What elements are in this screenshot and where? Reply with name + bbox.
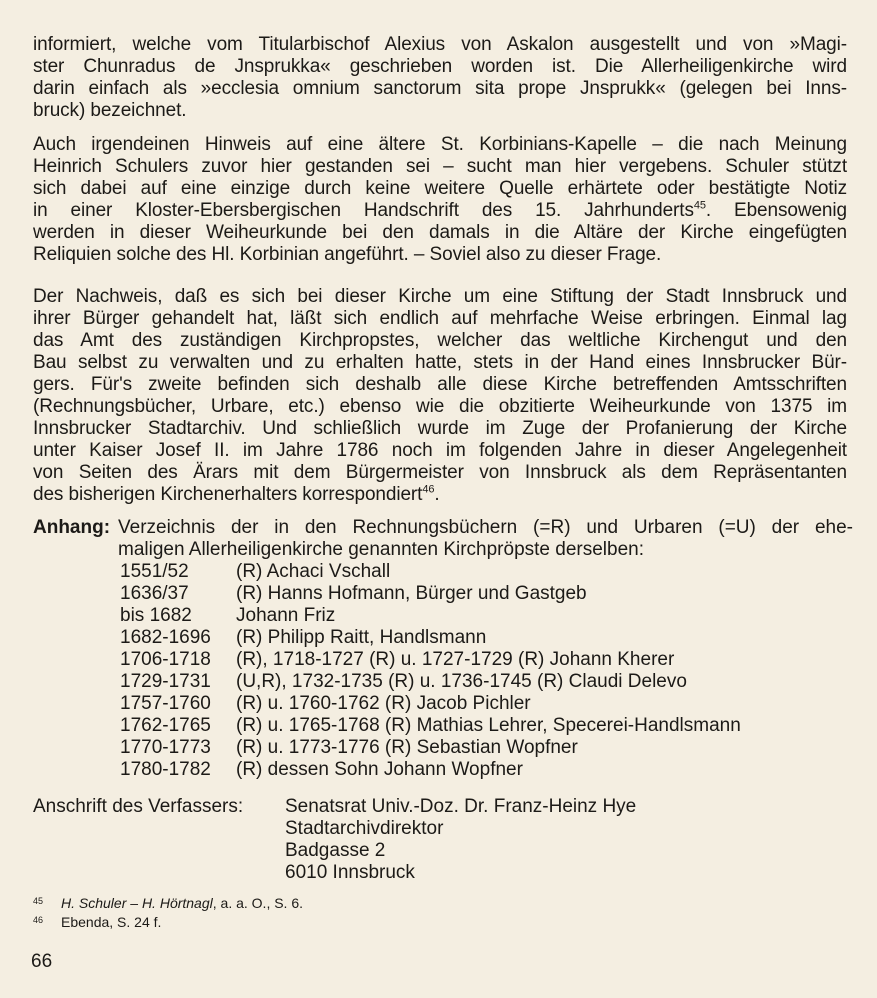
- paragraph-line: Auch irgendeinen Hinweis auf eine ältere St. Korbinians-Kapelle – die nach Meinung: [33, 134, 847, 155]
- entry-years: bis 1682: [120, 605, 192, 626]
- line-tail: . Ebensowenig: [705, 200, 847, 221]
- entry-years: 1551/52: [120, 561, 189, 582]
- footnote-text: Ebenda, S. 24 f.: [61, 914, 162, 930]
- paragraph-line: das Amt des zuständigen Kirchpropstes, welcher das weltliche Kirchengut und den: [33, 330, 847, 351]
- address-line: Stadtarchivdirektor: [285, 818, 444, 839]
- address-line: Badgasse 2: [285, 840, 386, 861]
- paragraph-line: sich dabei auf eine einzige durch keine weitere Quelle erhärtete oder bestätigte Notiz: [33, 178, 847, 199]
- footnote-text: [61, 894, 303, 913]
- paragraph-line: gers. Für's zweite befinden sich deshalb alle diese Kirche betreffenden Amtsschriften: [33, 374, 847, 395]
- entry-years: 1682-1696: [120, 627, 211, 648]
- paragraph-line: [33, 200, 847, 222]
- entry-text: (R) u. 1773-1776 (R) Sebastian Wopfner: [236, 737, 578, 758]
- paragraph-line: Reliquien solche des Hl. Korbinian angeführt. – Soviel also zu dieser Frage.: [33, 244, 662, 265]
- paragraph-line: unter Kaiser Josef II. im Jahre 1786 noch im folgenden Jahre in dieser Angelegenheit: [33, 440, 847, 461]
- entry-years: 1757-1760: [120, 693, 211, 714]
- paragraph-line: ihrer Bürger gehandelt hat, läßt sich endlich auf mehrfache Weise erbringen. Einmal lag: [33, 308, 847, 329]
- entry-text: (R) Achaci Vschall: [236, 561, 391, 582]
- entry-years: 1636/37: [120, 583, 189, 604]
- paragraph-line: [33, 484, 847, 506]
- entry-years: 1780-1782: [120, 759, 211, 780]
- entry-years: 1770-1773: [120, 737, 211, 758]
- footnote-number: 45: [33, 896, 44, 906]
- entry-years: 1762-1765: [120, 715, 211, 736]
- entry-text: (R) dessen Sohn Johann Wopfner: [236, 759, 523, 780]
- entry-text: (R) u. 1760-1762 (R) Jacob Pichler: [236, 693, 531, 714]
- entry-years: 1729-1731: [120, 671, 211, 692]
- line-text: des bisherigen Kirchenerhalters korrespondiert: [33, 484, 423, 505]
- entry-text: (R) u. 1765-1768 (R) Mathias Lehrer, Specerei-Handlsmann: [236, 715, 741, 736]
- paragraph-line: informiert, welche vom Titularbischof Alexius von Askalon ausgestellt und von »Magi-: [33, 34, 847, 55]
- paragraph-line: werden in dieser Weiheurkunde bei den damals in die Altäre der Kirche eingefügten: [33, 222, 847, 243]
- paragraph-1: [33, 34, 847, 122]
- entry-text: (R) Hanns Hofmann, Bürger und Gastgeb: [236, 583, 587, 604]
- appendix-intro-line: Verzeichnis der in den Rechnungsbüchern (=R) und Urbaren (=U) der ehe-: [118, 517, 853, 538]
- entry-text: (R) Philipp Raitt, Handlsmann: [236, 627, 487, 648]
- address-label: Anschrift des Verfassers:: [33, 796, 244, 817]
- footnote-ref-45: 45: [693, 199, 706, 212]
- paragraph-line: Bau selbst zu verwalten und zu erhalten hatte, stets in der Hand eines Innsbrucker Bür-: [33, 352, 847, 373]
- paragraph-line: Der Nachweis, daß es sich bei dieser Kirche um eine Stiftung der Stadt Innsbruck und: [33, 286, 847, 307]
- paragraph-line: ster Chunradus de Jnsprukka« geschrieben worden ist. Die Allerheiligenkirche wird: [33, 56, 847, 77]
- paragraph-line: Innsbrucker Stadtarchiv. Und schließlich wurde im Zuge der Profanierung der Kirche: [33, 418, 847, 439]
- footnote-author: H. Hörtnagl: [141, 895, 213, 911]
- paragraph-line: darin einfach als »ecclesia omnium sanctorum sita prope Jnsprukk« (gelegen bei Inns-: [33, 78, 847, 99]
- entry-text: (R), 1718-1727 (R) u. 1727-1729 (R) Johann Kherer: [236, 649, 675, 670]
- paragraph-line: Heinrich Schulers zuvor hier gestanden sei – sucht man hier vergebens. Schuler stützt: [33, 156, 847, 177]
- paragraph-line: bruck) bezeichnet.: [33, 100, 187, 121]
- address-lines: [285, 796, 636, 884]
- entry-text: Johann Friz: [236, 605, 336, 626]
- line-tail: .: [434, 484, 440, 505]
- entry-text: (U,R), 1732-1735 (R) u. 1736-1745 (R) Claudi Delevo: [236, 671, 687, 692]
- footnote-number: 46: [33, 915, 44, 925]
- page-number: 66: [31, 951, 53, 972]
- paragraph-line: (Rechnungsbücher, Urbare, etc.) ebenso wie die obzitierte Weiheurkunde von 1375 im: [33, 396, 847, 417]
- footnote-rest: , a. a. O., S. 6.: [212, 895, 304, 911]
- footnote-separator: –: [126, 895, 142, 911]
- appendix-label: Anhang:: [33, 517, 111, 538]
- line-text: in einer Kloster-Ebersbergischen Handschrift des 15. Jahrhunderts: [33, 200, 694, 221]
- paragraph-line: von Seiten des Ärars mit dem Bürgermeister von Innsbruck als dem Repräsentanten: [33, 462, 847, 483]
- address-line: Senatsrat Univ.-Doz. Dr. Franz-Heinz Hye: [285, 796, 637, 817]
- footnote-author: H. Schuler: [61, 895, 127, 911]
- entry-years: 1706-1718: [120, 649, 211, 670]
- footnote-ref-46: 46: [422, 483, 435, 496]
- appendix-intro-line: maligen Allerheiligenkirche genannten Kirchpröpste derselben:: [118, 539, 644, 560]
- paragraph-2: [33, 134, 847, 266]
- address-line: 6010 Innsbruck: [285, 862, 415, 883]
- appendix-intro: [118, 517, 853, 561]
- paragraph-3: [33, 286, 847, 506]
